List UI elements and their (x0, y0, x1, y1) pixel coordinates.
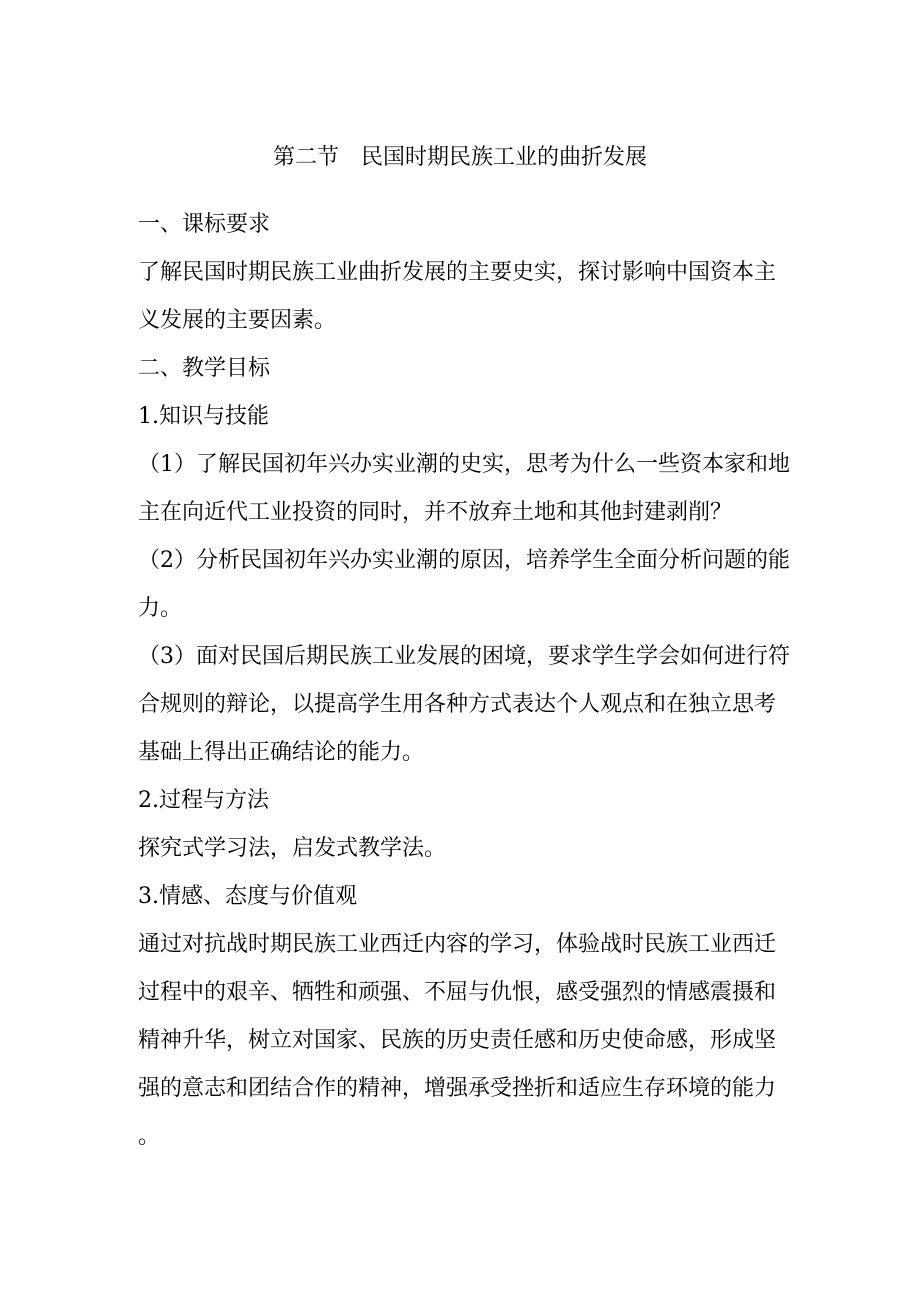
paragraph-line: （2）分析民国初年兴办实业潮的原因，培养学生全面分析问题的能 (138, 548, 790, 573)
paragraph-line: 了解民国时期民族工业曲折发展的主要史实，探讨影响中国资本主 (138, 260, 777, 285)
paragraph-line: 合规则的辩论，以提高学生用各种方式表达个人观点和在独立思考 (138, 692, 777, 717)
paragraph-line: 精神升华，树立对国家、民族的历史责任感和历史使命感，形成坚 (138, 1028, 777, 1053)
subheading-process-methods: 2.过程与方法 (138, 788, 269, 813)
paragraph-line: 通过对抗战时期民族工业西迁内容的学习，体验战时民族工业西迁 (138, 932, 777, 957)
paragraph-line: （1）了解民国初年兴办实业潮的史实，思考为什么一些资本家和地 (138, 452, 790, 477)
paragraph-line: （3）面对民国后期民族工业发展的困境，要求学生学会如何进行符 (138, 644, 790, 669)
section-heading-course-requirements: 一、课标要求 (138, 212, 271, 237)
paragraph-line: 。 (138, 1124, 161, 1149)
paragraph-line: 义发展的主要因素。 (138, 308, 337, 333)
page-title: 第二节 民国时期民族工业的曲折发展 (272, 145, 647, 170)
paragraph-line: 力。 (138, 596, 183, 621)
paragraph-line: 基础上得出正确结论的能力。 (138, 740, 425, 765)
subheading-knowledge-skills: 1.知识与技能 (138, 404, 269, 429)
paragraph-line: 强的意志和团结合作的精神，增强承受挫折和适应生存环境的能力 (138, 1076, 777, 1101)
paragraph-line: 探究式学习法，启发式教学法。 (138, 836, 447, 861)
subheading-emotion-attitude-values: 3.情感、态度与价值观 (138, 884, 357, 909)
paragraph-line: 主在向近代工业投资的同时，并不放弃土地和其他封建剥削？ (138, 500, 733, 525)
section-heading-teaching-goals: 二、教学目标 (138, 356, 271, 381)
paragraph-line: 过程中的艰辛、牺牲和顽强、不屈与仇恨，感受强烈的情感震摄和 (138, 980, 777, 1005)
